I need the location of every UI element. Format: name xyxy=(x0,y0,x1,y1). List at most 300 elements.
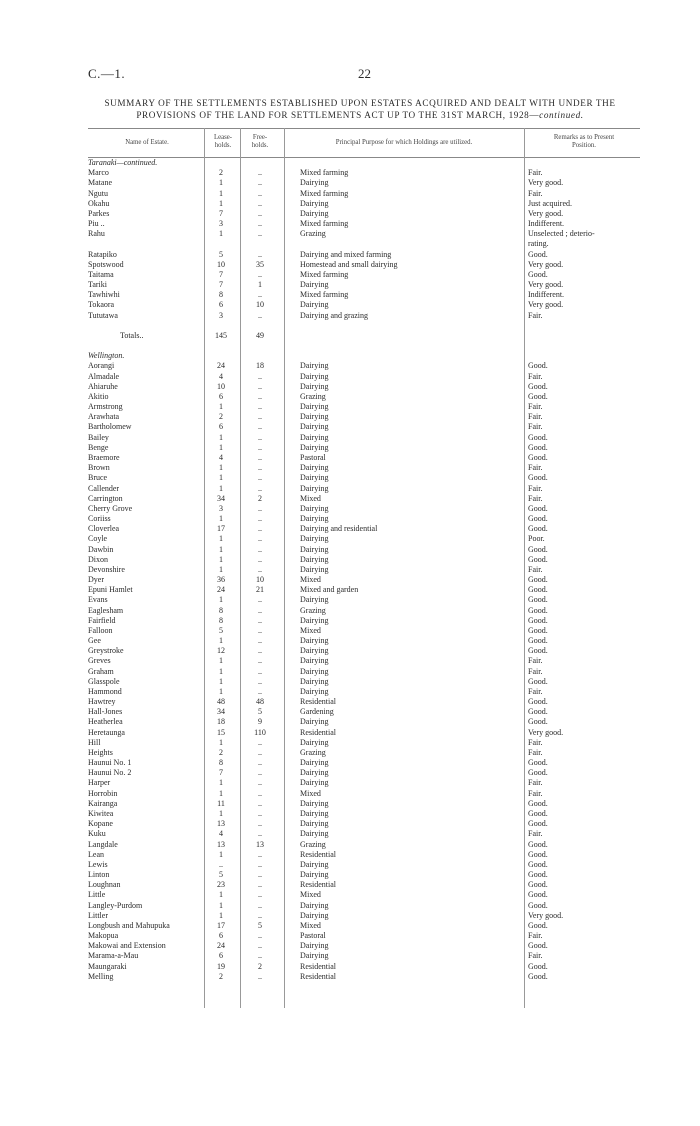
table-row xyxy=(88,616,640,626)
table-row xyxy=(88,290,640,300)
remarks: Good. xyxy=(528,819,548,829)
remarks: Very good. xyxy=(528,259,564,269)
table-row xyxy=(88,921,640,931)
leaseholds-count: 1 xyxy=(219,676,223,686)
principal-purpose: Dairying xyxy=(300,432,329,442)
remarks: Good. xyxy=(528,615,548,625)
remarks: Good. xyxy=(528,890,548,900)
table-row xyxy=(88,361,640,371)
freeholds-count: .. xyxy=(258,178,262,188)
estate-name: Falloon xyxy=(88,625,113,635)
table-row xyxy=(88,758,640,768)
estate-name: Greves xyxy=(88,656,111,666)
remarks: Fair. xyxy=(528,422,543,432)
principal-purpose: Gardening xyxy=(300,707,334,717)
leaseholds-count: 18 xyxy=(217,717,225,727)
region-name: Wellington. xyxy=(88,351,125,361)
estate-name: Tututawa xyxy=(88,310,118,320)
region-heading-row xyxy=(88,158,640,168)
remarks: Fair. xyxy=(528,737,543,747)
freeholds-count: .. xyxy=(258,208,262,218)
table-row xyxy=(88,728,640,738)
remarks: Fair. xyxy=(528,829,543,839)
estate-name: Eaglesham xyxy=(88,605,124,615)
col-header-remarks xyxy=(528,134,640,150)
remarks: Good. xyxy=(528,798,548,808)
estate-name: Marco xyxy=(88,168,109,178)
table-row xyxy=(88,717,640,727)
principal-purpose: Dairying and mixed farming xyxy=(300,249,392,259)
totals-row xyxy=(88,331,640,341)
remarks: Fair. xyxy=(528,656,543,666)
table-row xyxy=(88,433,640,443)
freeholds-count: .. xyxy=(258,422,262,432)
table-row xyxy=(88,748,640,758)
table-row xyxy=(88,422,640,432)
table-row xyxy=(88,260,640,270)
remarks: Fair. xyxy=(528,412,543,422)
remarks: Good. xyxy=(528,391,548,401)
estate-name: Benge xyxy=(88,442,109,452)
remarks: Fair. xyxy=(528,483,543,493)
remarks: Good. xyxy=(528,849,548,859)
table-row xyxy=(88,209,640,219)
estate-name: Rahu xyxy=(88,229,105,239)
freeholds-count: .. xyxy=(258,747,262,757)
leaseholds-count: 19 xyxy=(217,961,225,971)
freeholds-count: .. xyxy=(258,391,262,401)
table-row xyxy=(88,534,640,544)
table-row xyxy=(88,524,640,534)
region-name: Taranaki—continued. xyxy=(88,158,158,167)
estate-name: Bruce xyxy=(88,473,108,483)
estate-name: Heretaunga xyxy=(88,727,125,737)
remarks: Good. xyxy=(528,971,548,981)
principal-purpose: Mixed xyxy=(300,920,321,930)
col-header-leaseholds xyxy=(208,134,238,150)
remarks: Fair. xyxy=(528,666,543,676)
principal-purpose: Dairying and residential xyxy=(300,524,378,534)
estate-name: Lean xyxy=(88,849,104,859)
freeholds-count: .. xyxy=(258,768,262,778)
table-row xyxy=(88,555,640,565)
leaseholds-count: 8 xyxy=(219,605,223,615)
table-row xyxy=(88,606,640,616)
estate-name: Coriiss xyxy=(88,514,111,524)
principal-purpose: Dairying xyxy=(300,859,329,869)
table-row xyxy=(88,392,640,402)
leaseholds-count: 34 xyxy=(217,707,225,717)
leaseholds-count: 1 xyxy=(219,890,223,900)
remarks: Good. xyxy=(528,381,548,391)
freeholds-count: 9 xyxy=(258,717,262,727)
leaseholds-count: 4 xyxy=(219,452,223,462)
estate-name: Kuku xyxy=(88,829,106,839)
remarks: Fair. xyxy=(528,168,543,178)
remarks: Good. xyxy=(528,442,548,452)
freeholds-count: .. xyxy=(258,269,262,279)
estate-name: Graham xyxy=(88,666,114,676)
freeholds-count: .. xyxy=(258,798,262,808)
principal-purpose: Dairying xyxy=(300,809,329,818)
principal-purpose: Dairying xyxy=(300,564,329,574)
estate-name: Bailey xyxy=(88,432,109,442)
table-row xyxy=(88,250,640,260)
freeholds-count: .. xyxy=(258,859,262,869)
freeholds-count: .. xyxy=(258,412,262,422)
principal-purpose: Dairying xyxy=(300,686,329,696)
remarks: Good. xyxy=(528,473,548,483)
freeholds-count: .. xyxy=(258,544,262,554)
table-row xyxy=(88,809,640,819)
leaseholds-count: .. xyxy=(219,859,223,869)
remarks: Good. xyxy=(528,432,548,442)
principal-purpose: Grazing xyxy=(300,229,326,239)
remarks: Poor. xyxy=(528,534,545,544)
table-row xyxy=(88,626,640,636)
principal-purpose: Dairying xyxy=(300,900,329,910)
totals-freeholds: 49 xyxy=(256,330,264,340)
title-line-2 xyxy=(80,109,640,121)
remarks: Good. xyxy=(528,961,548,971)
remarks: Very good. xyxy=(528,910,564,920)
freeholds-count: 18 xyxy=(256,361,264,371)
freeholds-count: .. xyxy=(258,931,262,941)
estate-name: Callender xyxy=(88,483,120,493)
freeholds-count: 2 xyxy=(258,961,262,971)
table-row xyxy=(88,677,640,687)
remarks: Fair. xyxy=(528,686,543,696)
remarks: Good. xyxy=(528,361,548,371)
table-row xyxy=(88,484,640,494)
principal-purpose: Dairying xyxy=(300,717,329,727)
estate-name: Melling xyxy=(88,971,114,981)
estate-name: Armstrong xyxy=(88,402,123,412)
freeholds-count: .. xyxy=(258,910,262,920)
col-header-freeholds-l2: holds. xyxy=(251,142,269,149)
table-row xyxy=(88,707,640,717)
freeholds-count: .. xyxy=(258,778,262,788)
estate-name: Hammond xyxy=(88,686,122,696)
leaseholds-count: 10 xyxy=(217,381,225,391)
remarks: Very good. xyxy=(528,280,564,290)
freeholds-count: .. xyxy=(258,310,262,320)
principal-purpose: Mixed and garden xyxy=(300,585,359,595)
remarks: Good. xyxy=(528,768,548,778)
estate-name: Greystroke xyxy=(88,646,124,656)
freeholds-count: .. xyxy=(258,625,262,635)
freeholds-count: 1 xyxy=(258,280,262,290)
estate-name: Spotswood xyxy=(88,259,124,269)
principal-purpose: Dairying xyxy=(300,371,329,381)
remarks: Fair. xyxy=(528,564,543,574)
leaseholds-count: 48 xyxy=(217,697,225,707)
leaseholds-count: 6 xyxy=(219,951,223,961)
freeholds-count: .. xyxy=(258,788,262,798)
leaseholds-count: 1 xyxy=(219,463,223,473)
remarks: Good. xyxy=(528,870,548,880)
estate-name: Okahu xyxy=(88,198,110,208)
table-row xyxy=(88,494,640,504)
principal-purpose: Pastoral xyxy=(300,452,326,462)
estate-name: Fairfield xyxy=(88,615,116,625)
divider-remarks xyxy=(524,128,525,1008)
leaseholds-count: 11 xyxy=(217,798,225,808)
principal-purpose: Dairying xyxy=(300,778,329,788)
principal-purpose: Residential xyxy=(300,849,336,859)
remarks: Good. xyxy=(528,249,548,259)
freeholds-count: .. xyxy=(258,249,262,259)
principal-purpose: Dairying xyxy=(300,819,329,829)
freeholds-count: 35 xyxy=(256,259,264,269)
title-line-2-continued: continued. xyxy=(539,110,584,120)
remarks: Indifferent. xyxy=(528,219,565,229)
principal-purpose: Dairying xyxy=(300,300,329,310)
leaseholds-count: 1 xyxy=(219,788,223,798)
estate-name: Carrington xyxy=(88,493,123,503)
leaseholds-count: 17 xyxy=(217,524,225,534)
principal-purpose: Residential xyxy=(300,697,336,707)
leaseholds-count: 4 xyxy=(219,371,223,381)
table-row xyxy=(88,270,640,280)
estate-name: Glasspole xyxy=(88,676,120,686)
leaseholds-count: 1 xyxy=(219,900,223,910)
leaseholds-count: 1 xyxy=(219,442,223,452)
freeholds-count: .. xyxy=(258,290,262,300)
estate-name: Almadale xyxy=(88,371,120,381)
estate-name: Taitama xyxy=(88,269,114,279)
estate-name: Dixon xyxy=(88,554,108,564)
estate-name: Matane xyxy=(88,178,112,188)
table-row xyxy=(88,931,640,941)
freeholds-count: 21 xyxy=(256,585,264,595)
spacer-row xyxy=(88,321,640,331)
leaseholds-count: 6 xyxy=(219,391,223,401)
principal-purpose: Mixed xyxy=(300,788,321,798)
table-row xyxy=(88,860,640,870)
freeholds-count: 5 xyxy=(258,707,262,717)
table-row xyxy=(88,738,640,748)
table-row xyxy=(88,443,640,453)
leaseholds-count: 5 xyxy=(219,249,223,259)
freeholds-count: 13 xyxy=(256,839,264,849)
estate-name: Tariki xyxy=(88,280,107,290)
table-row xyxy=(88,941,640,951)
remarks: Very good. xyxy=(528,178,564,188)
principal-purpose: Dairying xyxy=(300,758,329,768)
freeholds-count: .. xyxy=(258,595,262,605)
leaseholds-count: 7 xyxy=(219,768,223,778)
divider-lease xyxy=(204,128,205,1008)
principal-purpose: Dairying xyxy=(300,941,329,951)
freeholds-count: 5 xyxy=(258,920,262,930)
freeholds-count: .. xyxy=(258,432,262,442)
principal-purpose: Dairying xyxy=(300,514,329,524)
divider-purpose xyxy=(284,128,285,1008)
principal-purpose: Grazing xyxy=(300,839,326,849)
col-header-leaseholds-l2: holds. xyxy=(214,142,232,149)
remarks: Fair. xyxy=(528,931,543,941)
remarks: Fair. xyxy=(528,493,543,503)
leaseholds-count: 4 xyxy=(219,829,223,839)
remarks: Fair. xyxy=(528,951,543,961)
remarks: Good. xyxy=(528,839,548,849)
estate-name: Parkes xyxy=(88,208,110,218)
remarks: Good. xyxy=(528,676,548,686)
remarks: Good. xyxy=(528,585,548,595)
totals-leaseholds: 145 xyxy=(215,330,227,340)
estate-name: Tawhiwhi xyxy=(88,290,120,300)
freeholds-count: .. xyxy=(258,636,262,646)
col-header-leaseholds-l1: Lease- xyxy=(213,134,233,141)
principal-purpose: Dairying xyxy=(300,870,329,880)
remarks: Good. xyxy=(528,758,548,768)
estate-name: Brown xyxy=(88,463,110,473)
table-row xyxy=(88,545,640,555)
principal-purpose: Dairying and grazing xyxy=(300,310,368,320)
remarks: Good. xyxy=(528,269,548,279)
principal-purpose: Dairying xyxy=(300,737,329,747)
table-row xyxy=(88,311,640,321)
remarks: Good. xyxy=(528,809,548,818)
remarks: Good. xyxy=(528,880,548,890)
table-row xyxy=(88,300,640,310)
leaseholds-count: 1 xyxy=(219,849,223,859)
principal-purpose: Mixed farming xyxy=(300,188,349,198)
estate-name: Harper xyxy=(88,778,111,788)
table-row xyxy=(88,239,640,249)
settlements-table xyxy=(88,128,640,982)
estate-name: Piu .. xyxy=(88,219,105,229)
principal-purpose: Dairying xyxy=(300,666,329,676)
freeholds-count: .. xyxy=(258,473,262,483)
principal-purpose: Dairying xyxy=(300,544,329,554)
principal-purpose: Grazing xyxy=(300,391,326,401)
freeholds-count: .. xyxy=(258,554,262,564)
freeholds-count: .. xyxy=(258,503,262,513)
table-title xyxy=(80,97,640,121)
leaseholds-count: 1 xyxy=(219,483,223,493)
estate-name: Kopane xyxy=(88,819,113,829)
leaseholds-count: 1 xyxy=(219,198,223,208)
table-row xyxy=(88,768,640,778)
estate-name: Dyer xyxy=(88,575,104,585)
freeholds-count: .. xyxy=(258,849,262,859)
table-row xyxy=(88,819,640,829)
remarks: Very good. xyxy=(528,727,564,737)
table-row xyxy=(88,646,640,656)
principal-purpose: Dairying xyxy=(300,951,329,961)
remarks: Good. xyxy=(528,625,548,635)
col-header-freeholds xyxy=(245,134,275,150)
principal-purpose: Mixed farming xyxy=(300,168,349,178)
estate-name: Bartholomew xyxy=(88,422,132,432)
leaseholds-count: 34 xyxy=(217,493,225,503)
remarks: Very good. xyxy=(528,208,564,218)
table-row xyxy=(88,778,640,788)
page-number: 22 xyxy=(358,66,371,81)
freeholds-count: .. xyxy=(258,971,262,981)
region-heading-row xyxy=(88,351,640,361)
estate-name: Linton xyxy=(88,870,110,880)
table-row xyxy=(88,402,640,412)
principal-purpose: Dairying xyxy=(300,910,329,920)
estate-name: Tokaora xyxy=(88,300,115,310)
col-header-remarks-l2: Position. xyxy=(572,142,596,149)
table-row xyxy=(88,962,640,972)
leaseholds-count: 1 xyxy=(219,473,223,483)
principal-purpose: Residential xyxy=(300,880,336,890)
table-row xyxy=(88,453,640,463)
principal-purpose: Dairying xyxy=(300,198,329,208)
leaseholds-count: 8 xyxy=(219,615,223,625)
estate-name: Aorangi xyxy=(88,361,115,371)
table-row xyxy=(88,473,640,483)
table-row xyxy=(88,840,640,850)
table-row xyxy=(88,636,640,646)
leaseholds-count: 1 xyxy=(219,737,223,747)
estate-name: Kiwitea xyxy=(88,809,114,818)
leaseholds-count: 7 xyxy=(219,269,223,279)
remarks: Good. xyxy=(528,595,548,605)
leaseholds-count: 1 xyxy=(219,686,223,696)
principal-purpose: Dairying xyxy=(300,361,329,371)
leaseholds-count: 6 xyxy=(219,422,223,432)
freeholds-count: .. xyxy=(258,168,262,178)
remarks: Good. xyxy=(528,697,548,707)
estate-name: Ngutu xyxy=(88,188,108,198)
principal-purpose: Dairying xyxy=(300,473,329,483)
table-row xyxy=(88,829,640,839)
estate-name: Dawbin xyxy=(88,544,114,554)
estate-name: Coyle xyxy=(88,534,108,544)
principal-purpose: Dairying xyxy=(300,381,329,391)
leaseholds-count: 1 xyxy=(219,188,223,198)
table-row xyxy=(88,219,640,229)
table-row xyxy=(88,575,640,585)
remarks: Good. xyxy=(528,544,548,554)
estate-name: Maungaraki xyxy=(88,961,127,971)
leaseholds-count: 1 xyxy=(219,809,223,818)
table-row xyxy=(88,178,640,188)
remarks: Fair. xyxy=(528,402,543,412)
table-row xyxy=(88,890,640,900)
estate-name: Marama-a-Mau xyxy=(88,951,139,961)
table-row xyxy=(88,911,640,921)
principal-purpose: Dairying xyxy=(300,442,329,452)
table-row xyxy=(88,972,640,982)
leaseholds-count: 3 xyxy=(219,219,223,229)
leaseholds-count: 3 xyxy=(219,310,223,320)
freeholds-count: .. xyxy=(258,809,262,818)
leaseholds-count: 12 xyxy=(217,646,225,656)
estate-name: Little xyxy=(88,890,106,900)
remarks: Good. xyxy=(528,554,548,564)
estate-name: Cloverlea xyxy=(88,524,120,534)
estate-name: Devonshire xyxy=(88,564,125,574)
leaseholds-count: 1 xyxy=(219,666,223,676)
freeholds-count: .. xyxy=(258,880,262,890)
estate-name: Kairanga xyxy=(88,798,118,808)
freeholds-count: .. xyxy=(258,452,262,462)
freeholds-count: .. xyxy=(258,615,262,625)
freeholds-count: .. xyxy=(258,900,262,910)
freeholds-count: .. xyxy=(258,758,262,768)
principal-purpose: Mixed farming xyxy=(300,290,349,300)
estate-name: Ratapiko xyxy=(88,249,117,259)
leaseholds-count: 1 xyxy=(219,564,223,574)
principal-purpose: Grazing xyxy=(300,747,326,757)
